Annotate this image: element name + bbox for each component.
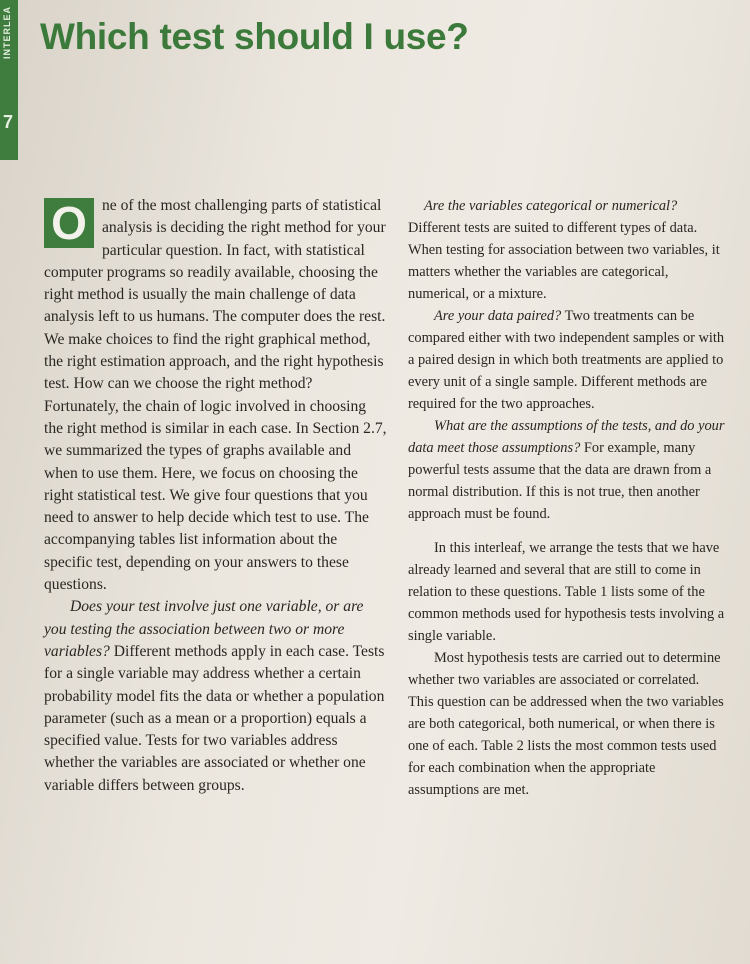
- interleaf-arrangement-paragraph: In this interleaf, we arrange the tests that we have already learned and several that are still to come in relation to these questions. Table 1 lists some of the common methods used for hypothesis tests involving a single variable.: [408, 540, 725, 644]
- interleaf-side-tab: [0, 0, 18, 160]
- variables-question: Does your test involve just one variable, or are you testing the association between two or more variables?: [44, 598, 364, 660]
- side-tab-label: INTERLEA: [2, 6, 12, 59]
- hypothesis-tests-paragraph: Most hypothesis tests are carried out to determine whether two variables are associated or correlated. This question can be addressed when the two variables are both categorical, both numerical, or when there is one of each. Table 2 lists the most common tests used for each combination when the appropriate assumptions are met.: [408, 650, 724, 798]
- variables-question-body: Different methods apply in each case. Tests for a single variable may address whether a certain probability model fits the data or whether a population parameter (such as a mean or a proportion) equals a specified value. Tests for two variables address whether the variables are associated or whether one variable differs between groups.: [44, 642, 385, 794]
- paired-question-paragraph: [408, 305, 728, 415]
- categorical-question-body: Different tests are suited to different types of data. When testing for association between two variables, it matters whether the variables are categorical, numerical, or a mixture.: [408, 220, 720, 302]
- left-column: [44, 195, 388, 797]
- paired-question: Are your data paired?: [434, 308, 562, 324]
- intro-text: ne of the most challenging parts of statistical analysis is deciding the right method for your particular question. In fact, with statistical computer programs so readily available, choosing the right method is usually the main challenge of data analysis left to us humans. The computer does the rest. We make choices to find the right graphical method, the right estimation approach, and the right hypothesis test. How can we choose the right method? Fortunately, the chain of logic involved in choosing the right method is similar in each case. In Section 2.7, we summarized the types of graphs available and when to use them. Here, we focus on choosing the right statistical test. We give four questions that you need to answer to help decide which test to use. The accompanying tables list information about the specific test, depending on your answers to these questions.: [44, 197, 387, 594]
- right-column: [408, 195, 728, 801]
- side-tab-number: 7: [3, 112, 14, 132]
- drop-cap: O: [44, 198, 94, 248]
- categorical-question: Are the variables categorical or numerical?: [424, 198, 678, 214]
- assumptions-question-body: For example, many powerful tests assume that the data are drawn from a normal distribution. If this is not true, then another approach must be found.: [408, 440, 712, 522]
- categorical-question-paragraph: [408, 195, 728, 305]
- intro-paragraph: [44, 195, 388, 596]
- assumptions-question-paragraph: [408, 415, 728, 525]
- variables-question-paragraph: [44, 596, 388, 797]
- assumptions-question: What are the assumptions of the tests, and do your data meet those assumptions?: [408, 418, 725, 456]
- page-title: Which test should I use?: [40, 16, 469, 57]
- paired-question-body: Two treatments can be compared either with two independent samples or with a paired design in which both treatments are applied to every unit of a single sample. Different methods are required for the two approaches.: [408, 308, 725, 412]
